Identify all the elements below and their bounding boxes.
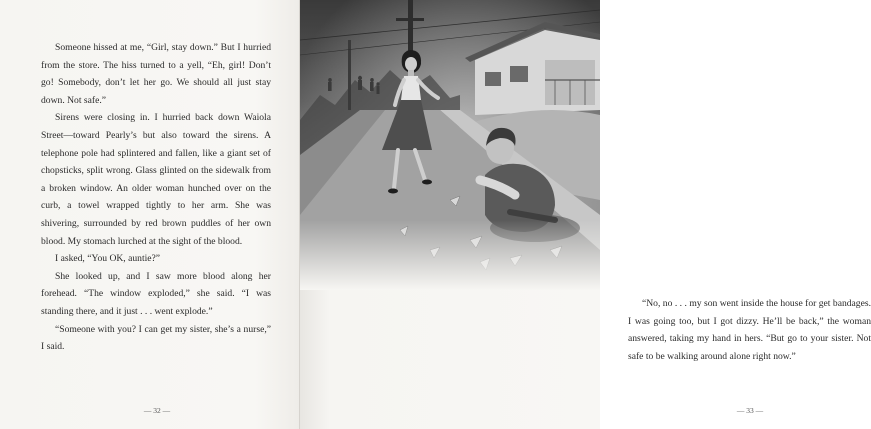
house-window [485, 72, 501, 86]
paragraph: She looked up, and I saw more blood along her forehead. “The window exploded,” she said. “I was standing there, and it just . . . went explode.” [41, 270, 271, 317]
paragraph: Sirens were closing in. I hurried back down Waiola Street—toward Pearly’s but also toward the sirens. A telephone pole had splintered and fallen, like a giant set of chopsticks, split wrong. Glass glinted on the sidewalk from a broken window. An older woman hunched over on the curb, a towel wrapped tightly to her arm. She was shivering, surrounded by red brown puddles of her own blood. My stomach lurched at the sight of the blood. [41, 112, 271, 247]
page-number-right: — 33 — [736, 406, 764, 415]
pole-crossbar [396, 18, 424, 21]
illustration-fade [300, 220, 600, 290]
paragraph: “No, no . . . my son went inside the house for get bandages. I was going too, but I got dizzy. He’ll be back,” the woman answered, taking my hand in hers. “But go to your sister. Not safe to be walking around alone right now.” [628, 298, 871, 362]
paragraph: Someone hissed at me, “Girl, stay down.” But I hurried from the store. The hiss turned to a yell, “Eh, girl! Don’t go! Somebody, don’t let her go. We should all just stay down. Not safe.” [41, 42, 271, 106]
house-window [510, 66, 528, 82]
page-number-left: — 32 — [143, 406, 171, 415]
left-page [0, 0, 300, 429]
illustration [300, 0, 600, 290]
paragraph: I asked, “You OK, auntie?” [55, 253, 161, 265]
right-page-text [628, 295, 871, 365]
telephone-pole-distant [348, 40, 351, 110]
paragraph: “Someone with you? I can get my sister, she’s a nurse,” I said. [41, 323, 271, 353]
left-page-text [41, 39, 271, 356]
